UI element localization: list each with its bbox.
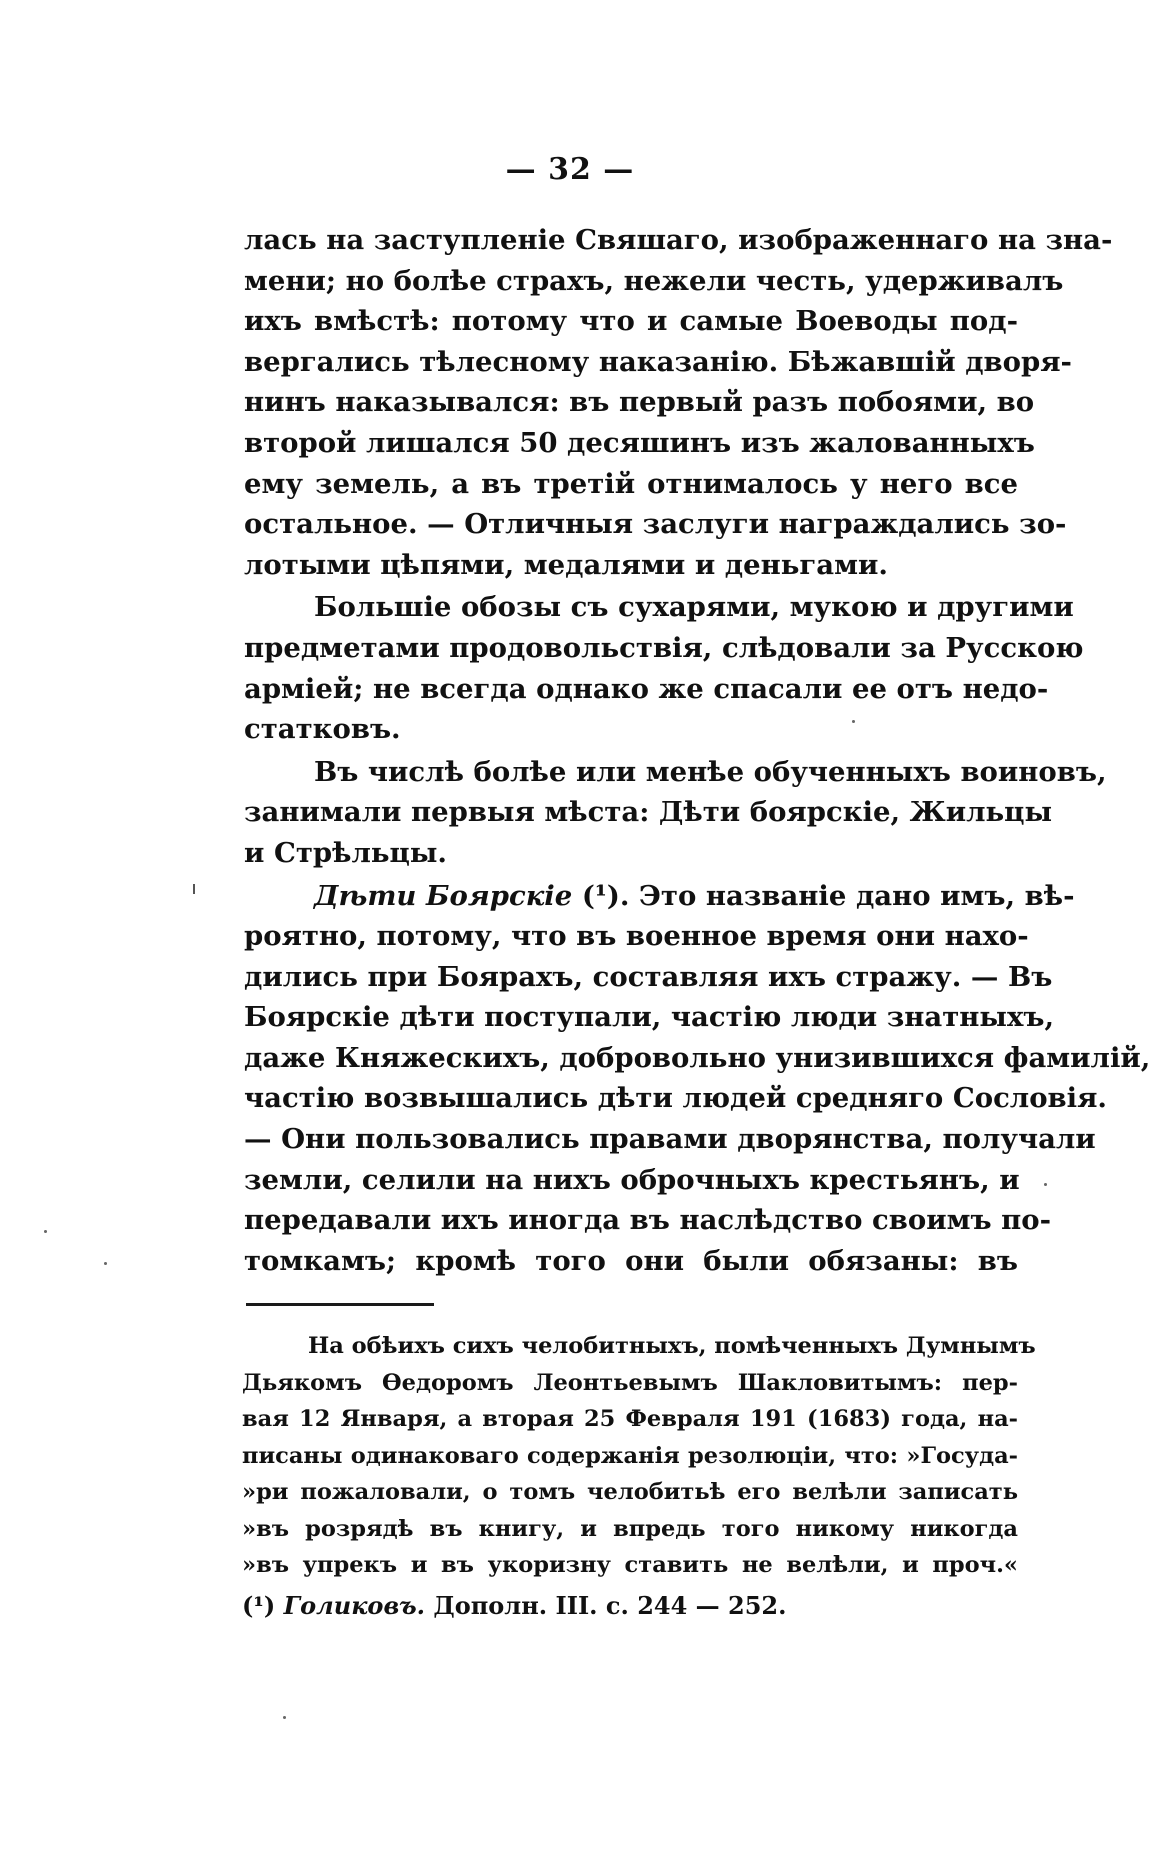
text-line: — Они пользовались правами дворянства, получали <box>244 1123 1096 1156</box>
text-line: занимали первыя мѣста: Дѣти боярскіе, Жильцы <box>244 796 1053 829</box>
footnote-line: вая 12 Января, а вторая 25 Февраля 191 (1683) года, на- <box>242 1406 1018 1432</box>
footnote-reference <box>242 1588 1018 1625</box>
text-line: нинъ наказывался: въ первый разъ побоями, во <box>244 386 1035 419</box>
text-line: Большіе обозы съ сухарями, мукою и другими <box>314 591 1074 624</box>
text-line-rest: (¹). Это названіе дано имъ, вѣ- <box>581 879 1075 912</box>
text-line: ихъ вмѣстѣ: потому что и самые Воеводы под- <box>244 305 1018 338</box>
text-line: и Стрѣльцы. <box>244 836 447 869</box>
text-line: дились при Боярахъ, составляя ихъ стражу. — Въ <box>244 960 1053 993</box>
text-line: арміей; не всегда однако же спасали ее отъ недо- <box>244 672 1049 705</box>
footnote-line: Дьякомъ Өедоромъ Леонтьевымъ Шакловитымъ: пер- <box>242 1369 1018 1396</box>
text-line: лотыми цѣпями, медалями и деньгами. <box>244 548 888 581</box>
text-line: статковъ. <box>244 713 401 746</box>
footnote-line: писаны одинаковаго содержанія резолюціи, что: »Госуда- <box>242 1442 1018 1469</box>
text-line: роятно, потому, что въ военное время они нахо- <box>244 920 1029 953</box>
scan-speck <box>44 1230 47 1233</box>
section-heading: Дѣти Боярскіе <box>314 879 573 912</box>
scan-speck <box>193 884 195 894</box>
footnote-marker: (¹) <box>242 1590 276 1620</box>
text-line: ему земель, а въ третій отнималось у него все <box>244 467 1018 500</box>
text-line: Боярскіе дѣти поступали, частію люди знатныхъ, <box>244 1001 1055 1034</box>
footnote-line: На обѣихъ сихъ челобитныхъ, помѣченныхъ Думнымъ <box>308 1333 1036 1359</box>
text-line: вергались тѣлесному наказанію. Бѣжавшій дворя- <box>244 345 1072 378</box>
text-line <box>244 876 1075 917</box>
page-number: — 32 — <box>505 152 635 187</box>
text-line: лась на заступленіе Свяшаго, изображеннаго на зна- <box>244 224 1113 256</box>
scan-speck <box>104 1262 107 1265</box>
text-line: остальное. — Отличныя заслуги награждались зо- <box>244 508 1067 541</box>
text-line: томкамъ; кромѣ того они были обязаны: въ <box>244 1244 1018 1277</box>
main-text <box>244 220 1150 1281</box>
text-line: земли, селили на нихъ оброчныхъ крестьянъ, и <box>244 1163 1020 1196</box>
footnote-line: »ри пожаловали, о томъ челобитьѣ его велѣли записать <box>242 1479 1018 1505</box>
text-line: второй лишался 50 десяшинъ изъ жалованныхъ <box>244 426 1035 459</box>
scan-speck <box>283 1716 286 1719</box>
footnotes <box>242 1328 1036 1624</box>
footnote-source: Дополн. III. с. 244 — 252. <box>433 1590 787 1620</box>
footnote-author: Голиковъ. <box>283 1590 426 1620</box>
text-line: предметами продовольствія, слѣдовали за Русскою <box>244 631 1084 664</box>
scan-speck <box>852 720 855 723</box>
text-line: мени; но болѣе страхъ, нежели честь, удерживалъ <box>244 264 1064 297</box>
text-line: даже Княжескихъ, добровольно унизившихся фамилій, <box>244 1041 1150 1074</box>
scan-speck <box>1044 1183 1047 1186</box>
text-line: Въ числѣ болѣе или менѣе обученныхъ воиновъ, <box>314 755 1107 788</box>
text-line: частію возвышались дѣти людей средняго Сословія. <box>244 1082 1107 1115</box>
footnote-line: »въ розрядѣ въ книгу, и впредь того никому никогда <box>242 1515 1018 1542</box>
text-line: передавали ихъ иногда въ наслѣдство своимъ по- <box>244 1204 1052 1237</box>
footnote-divider <box>246 1303 434 1306</box>
footnote-line: »въ упрекъ и въ укоризну ставить не велѣли, и проч.« <box>242 1552 1018 1578</box>
